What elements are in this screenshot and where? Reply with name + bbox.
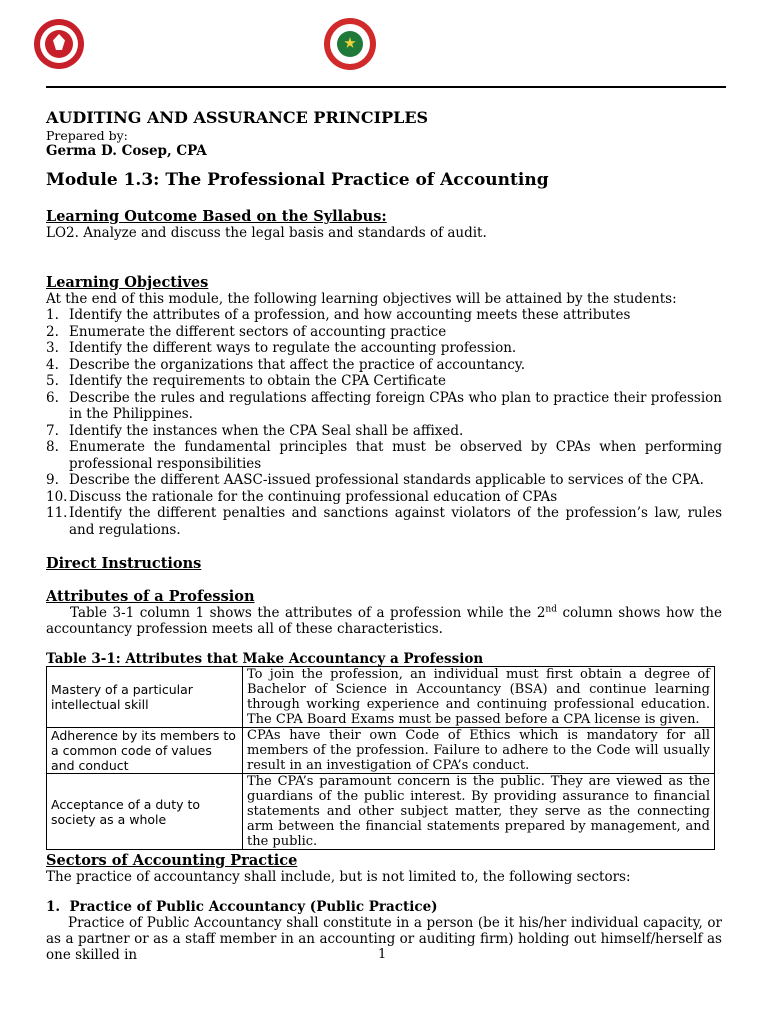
list-item: 10. Discuss the rationale for the continuing professional education of CPAs	[46, 488, 558, 505]
list-item: 2. Enumerate the different sectors of accounting practice	[46, 323, 447, 340]
sectors-intro: The practice of accountancy shall include, but is not limited to, the following sectors:	[46, 869, 631, 885]
institution-seal-icon	[34, 19, 84, 69]
table-row	[47, 728, 715, 774]
table-cell-attribute: Acceptance of a duty to society as a whole	[47, 774, 243, 850]
table-cell-attribute: Adherence by its members to a common code of values and conduct	[47, 728, 243, 774]
list-item: 11. Identify the different penalties and sanctions against violators of the profession’s law, rules and regulations.	[46, 505, 722, 538]
sector-item-title: 1. Practice of Public Accountancy (Public Practice)	[46, 899, 438, 915]
table-caption: Table 3-1: Attributes that Make Accountancy a Profession	[46, 651, 484, 667]
list-item: 6. Describe the rules and regulations affecting foreign CPAs who plan to practice their profession in the Philippines.	[46, 389, 722, 422]
table-row	[47, 774, 715, 850]
table-cell-description: To join the profession, an individual must first obtain a degree of Bachelor of Science in Accountancy (BSA) and continue learning through working experience and continuing professional education. The CPA Board Exams must be passed before a CPA license is given.	[243, 667, 715, 728]
list-item: 8. Enumerate the fundamental principles that must be observed by CPAs when performing professional responsibilities	[46, 439, 722, 472]
course-title: AUDITING AND ASSURANCE PRINCIPLES	[46, 108, 429, 127]
list-item: 3. Identify the different ways to regulate the accounting profession.	[46, 340, 517, 356]
list-item: 9. Describe the different AASC-issued professional standards applicable to services of the CPA.	[46, 472, 704, 488]
official-seal-icon	[324, 18, 376, 70]
prepared-by-label: Prepared by:	[46, 128, 128, 143]
list-item: 5. Identify the requirements to obtain the CPA Certificate	[46, 373, 446, 389]
author-name: Germa D. Cosep, CPA	[46, 143, 207, 159]
attributes-heading: Attributes of a Profession	[46, 588, 255, 605]
direct-instructions-heading: Direct Instructions	[46, 555, 202, 572]
header-divider	[46, 86, 726, 88]
page-number: 1	[378, 947, 387, 962]
outcome-text: LO2. Analyze and discuss the legal basis and standards of audit.	[46, 225, 487, 241]
attributes-table	[46, 666, 715, 850]
sectors-heading: Sectors of Accounting Practice	[46, 852, 298, 869]
outcome-heading: Learning Outcome Based on the Syllabus:	[46, 208, 387, 225]
list-item: 1. Identify the attributes of a profession, and how accounting meets these attributes	[46, 307, 631, 323]
table-cell-description: The CPA’s paramount concern is the public. They are viewed as the guardians of the public interest. By providing assurance to financial statements and other subject matter, they serve as the connecting arm between the financial statements prepared by management, and the public.	[243, 774, 715, 850]
table-cell-attribute: Mastery of a particular intellectual skill	[47, 667, 243, 728]
objectives-heading: Learning Objectives	[46, 274, 209, 291]
list-item: 4. Describe the organizations that affect the practice of accountancy.	[46, 356, 526, 373]
list-item: 7. Identify the instances when the CPA Seal shall be affixed.	[46, 422, 464, 439]
objectives-intro: At the end of this module, the following learning objectives will be attained by the students:	[46, 291, 677, 307]
sector-item-text: Practice of Public Accountancy shall constitute in a person (be it his/her individual capacity, or as a partner or as a staff member in an accounting or auditing firm) holding out himself/herself as one skilled in	[46, 915, 722, 963]
objectives-list	[46, 307, 722, 538]
attributes-intro: Table 3-1 column 1 shows the attributes of a profession while the 2nd column shows how the accountancy profession meets all of these characteristics.	[46, 604, 722, 637]
module-title: Module 1.3: The Professional Practice of Accounting	[46, 170, 549, 190]
table-cell-description: CPAs have their own Code of Ethics which is mandatory for all members of the profession. Failure to adhere to the Code will usually result in an investigation of CPA’s conduct.	[243, 728, 715, 774]
table-row	[47, 667, 715, 728]
